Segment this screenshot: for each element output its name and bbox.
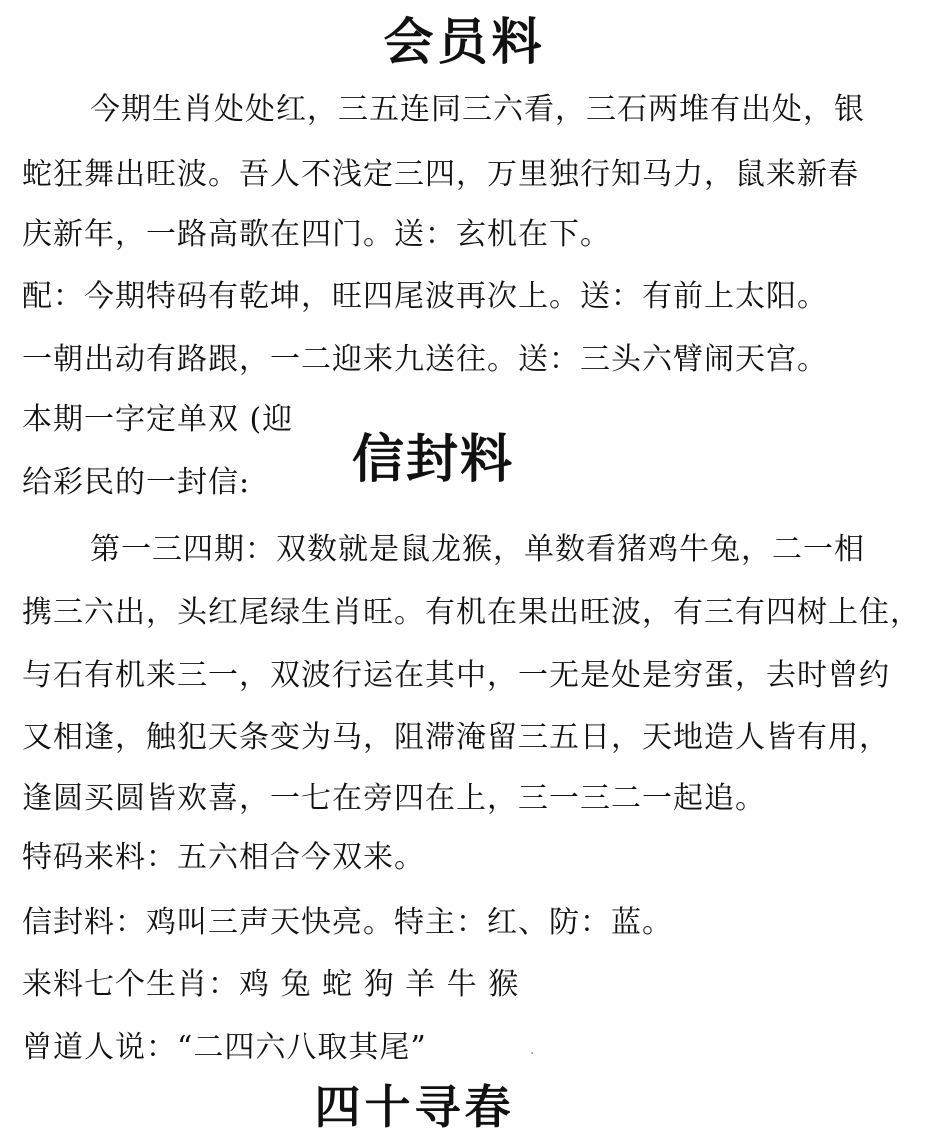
- letter-paragraph-line-3: 与石有机来三一，双波行运在其中，一无是处是穷蛋，去时曾约: [22, 658, 890, 693]
- letter-paragraph-line-4: 又相逢，触犯天条变为马，阻滞淹留三五日，天地造人皆有用，: [22, 720, 890, 755]
- letter-paragraph-line-1: 第一三四期：双数就是鼠龙猴，单数看猪鸡牛兔，二一相: [90, 532, 865, 567]
- special-code-line: 特码来料：五六相合今双来。: [22, 840, 425, 875]
- member-pairing-line-2: 一朝出动有路跟，一二迎来九送往。送：三头六臂闹天宫。: [22, 342, 828, 377]
- member-odd-even-line: 本期一字定单双 (迎: [22, 402, 294, 437]
- letter-intro: 给彩民的一封信:: [22, 465, 251, 500]
- member-pairing-line-1: 配：今期特码有乾坤，旺四尾波再次上。送：有前上太阳。: [22, 279, 828, 314]
- envelope-material-line: 信封料：鸡叫三声天快亮。特主：红、防：蓝。: [22, 905, 673, 940]
- zodiac-list-line: 来料七个生肖：鸡 兔 蛇 狗 羊 牛 猴: [22, 967, 520, 1002]
- member-paragraph-line-3: 庆新年，一路高歌在四门。送：玄机在下。: [22, 217, 611, 252]
- bottom-title: 四十寻春: [314, 1080, 515, 1134]
- letter-section-title: 信封料: [352, 429, 515, 490]
- quote-line: 曾道人说：“二四六八取其尾”: [22, 1030, 427, 1065]
- member-paragraph-line-2: 蛇狂舞出旺波。吾人不浅定三四，万里独行知马力，鼠来新春: [22, 157, 859, 192]
- member-paragraph-line-1: 今期生肖处处红，三五连同三六看，三石两堆有出处，银: [90, 92, 865, 127]
- letter-paragraph-line-2: 携三六出，头红尾绿生肖旺。有机在果出旺波，有三有四树上住，: [22, 595, 921, 630]
- letter-paragraph-line-5: 逢圆买圆皆欢喜，一七在旁四在上，三一三二一起追。: [22, 781, 766, 816]
- page-title: 会员料: [383, 12, 546, 71]
- scan-speck: ·: [530, 1046, 535, 1062]
